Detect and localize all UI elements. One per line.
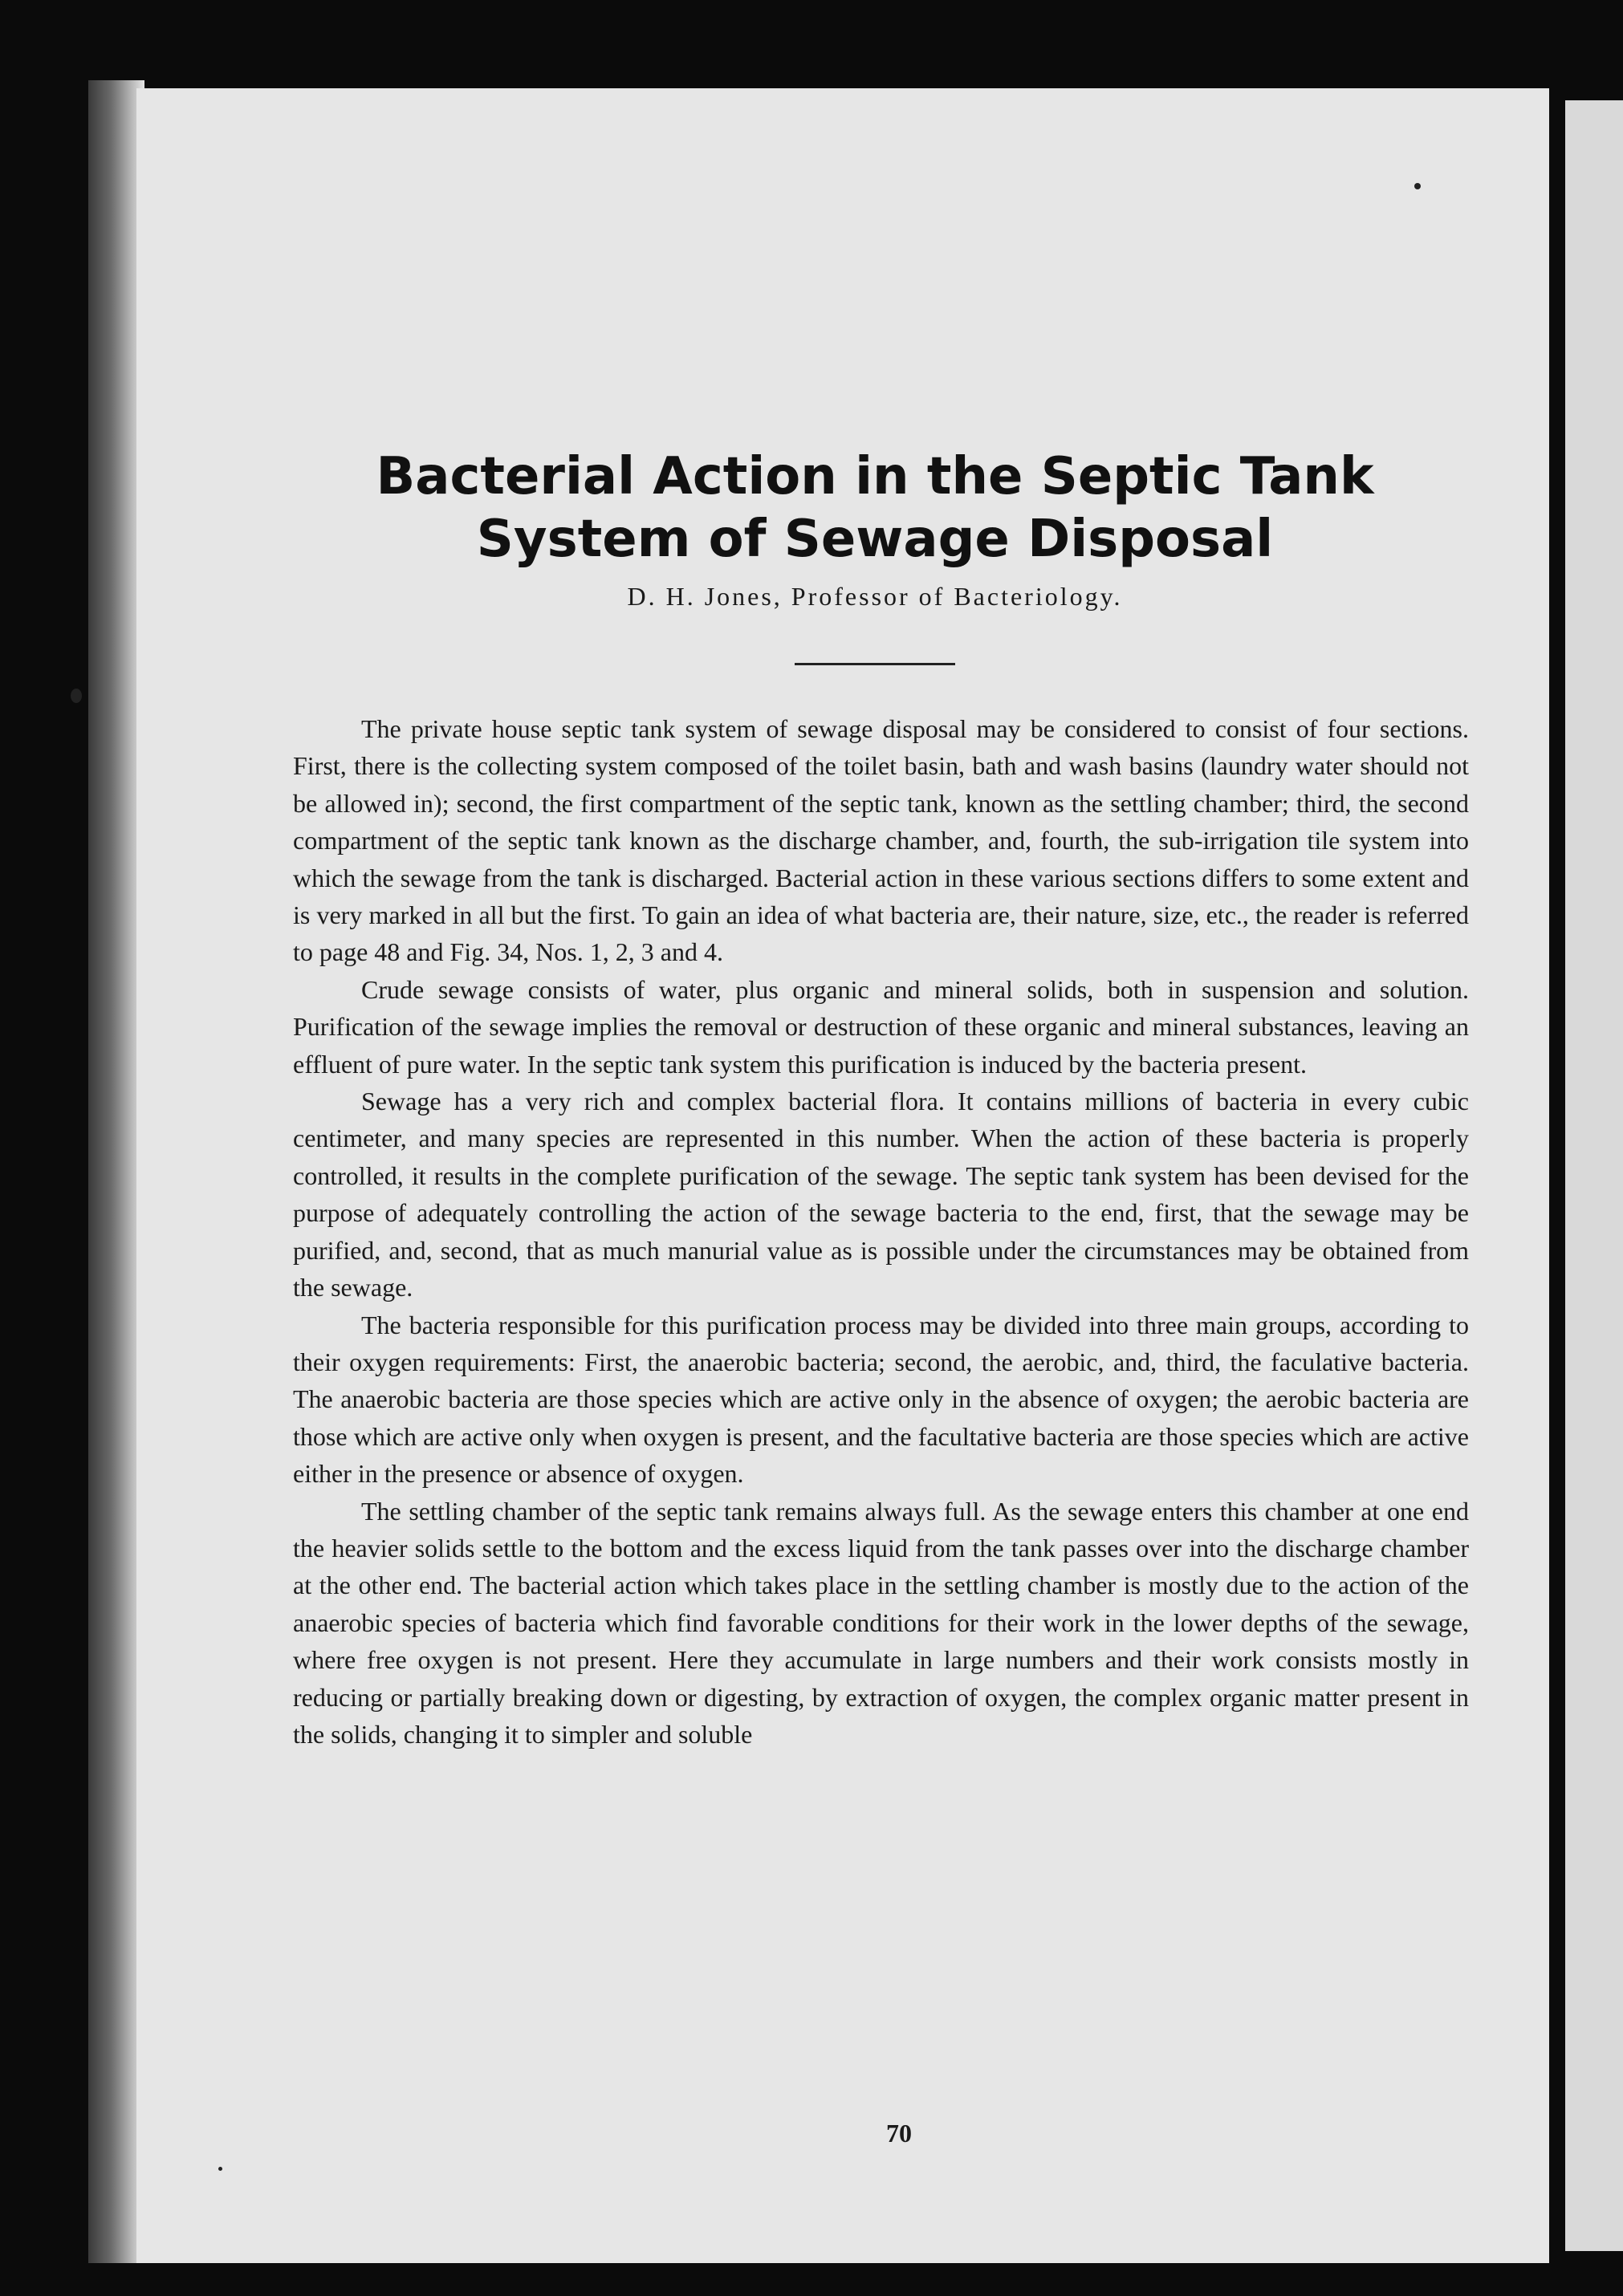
author-byline: D. H. Jones, Professor of Bacteriology. [627, 582, 1123, 611]
body-paragraph-1: The private house septic tank system of sewage disposal may be considered to consist of four sections. First, there is the collecting system composed of the toilet basin, bath and wash basins (laundry water should not be allowed in); second, the first compartment of the septic tank, known as the settling chamber; third, the second compartment of the septic tank known as the discharge chamber, and, fourth, the sub-irrigation tile system into which the sewage from the tank is discharged. Bacterial action in these various sections differs to some extent and is very marked in all but the first. To gain an idea of what bacteria are, their nature, size, etc., the reader is referred to page 48 and Fig. 34, Nos. 1, 2, 3 and 4. [293, 714, 1469, 967]
scan-speck [71, 689, 82, 703]
article-title [265, 445, 1485, 571]
article-title-line-1: Bacterial Action in the Septic Tank [376, 447, 1374, 506]
article-body [293, 710, 1469, 1753]
scan-speck [218, 2167, 222, 2171]
body-paragraph-5: The settling chamber of the septic tank remains always full. As the sewage enters this chamber at one end the heavier solids settle to the bottom and the excess liquid from the tank passes over into the discharge chamber at the other end. The bacterial action which takes place in the settling chamber is mostly due to the action of the anaerobic species of bacteria which find favorable conditions for their work in the lower depths of the sewage, where free oxygen is not present. Here they accumulate in large numbers and their work consists mostly in reducing or partially breaking down or digesting, by extraction of oxygen, the complex organic matter present in the solids, changing it to simpler and soluble [293, 1496, 1469, 1749]
facing-page-edge [1565, 100, 1623, 2251]
scan-speck [1414, 183, 1421, 189]
body-paragraph-2: Crude sewage consists of water, plus organic and mineral solids, both in suspension and solution. Purification of the sewage implies the removal or destruction of these organic and mineral substances, leaving an effluent of pure water. In the septic tank system this purification is induced by the bacteria present. [293, 974, 1469, 1079]
page-number: 70 [886, 2119, 912, 2148]
body-paragraph-3: Sewage has a very rich and complex bacterial flora. It contains millions of bacteria in every cubic centimeter, and many species are represented in this number. When the action of these bacteria is properly controlled, it results in the complete purification of the sewage. The septic tank system has been devised for the purpose of adequately controlling the action of the sewage bacteria to the end, first, that the sewage may be purified, and, second, that as much manurial value as is possible under the circumstances may be obtained from the sewage. [293, 1087, 1469, 1302]
title-divider-rule [795, 663, 955, 665]
body-paragraph-4: The bacteria responsible for this purification process may be divided into three main groups, according to their oxygen requirements: First, the anaerobic bacteria; second, the aerobic, and, third, the faculative bacteria. The anaerobic bacteria are those species which are active only in the absence of oxygen; the aerobic bacteria are those which are active only when oxygen is present, and the facultative bacteria are those species which are active either in the presence or absence of oxygen. [293, 1310, 1469, 1489]
article-title-line-2: System of Sewage Disposal [476, 510, 1274, 569]
